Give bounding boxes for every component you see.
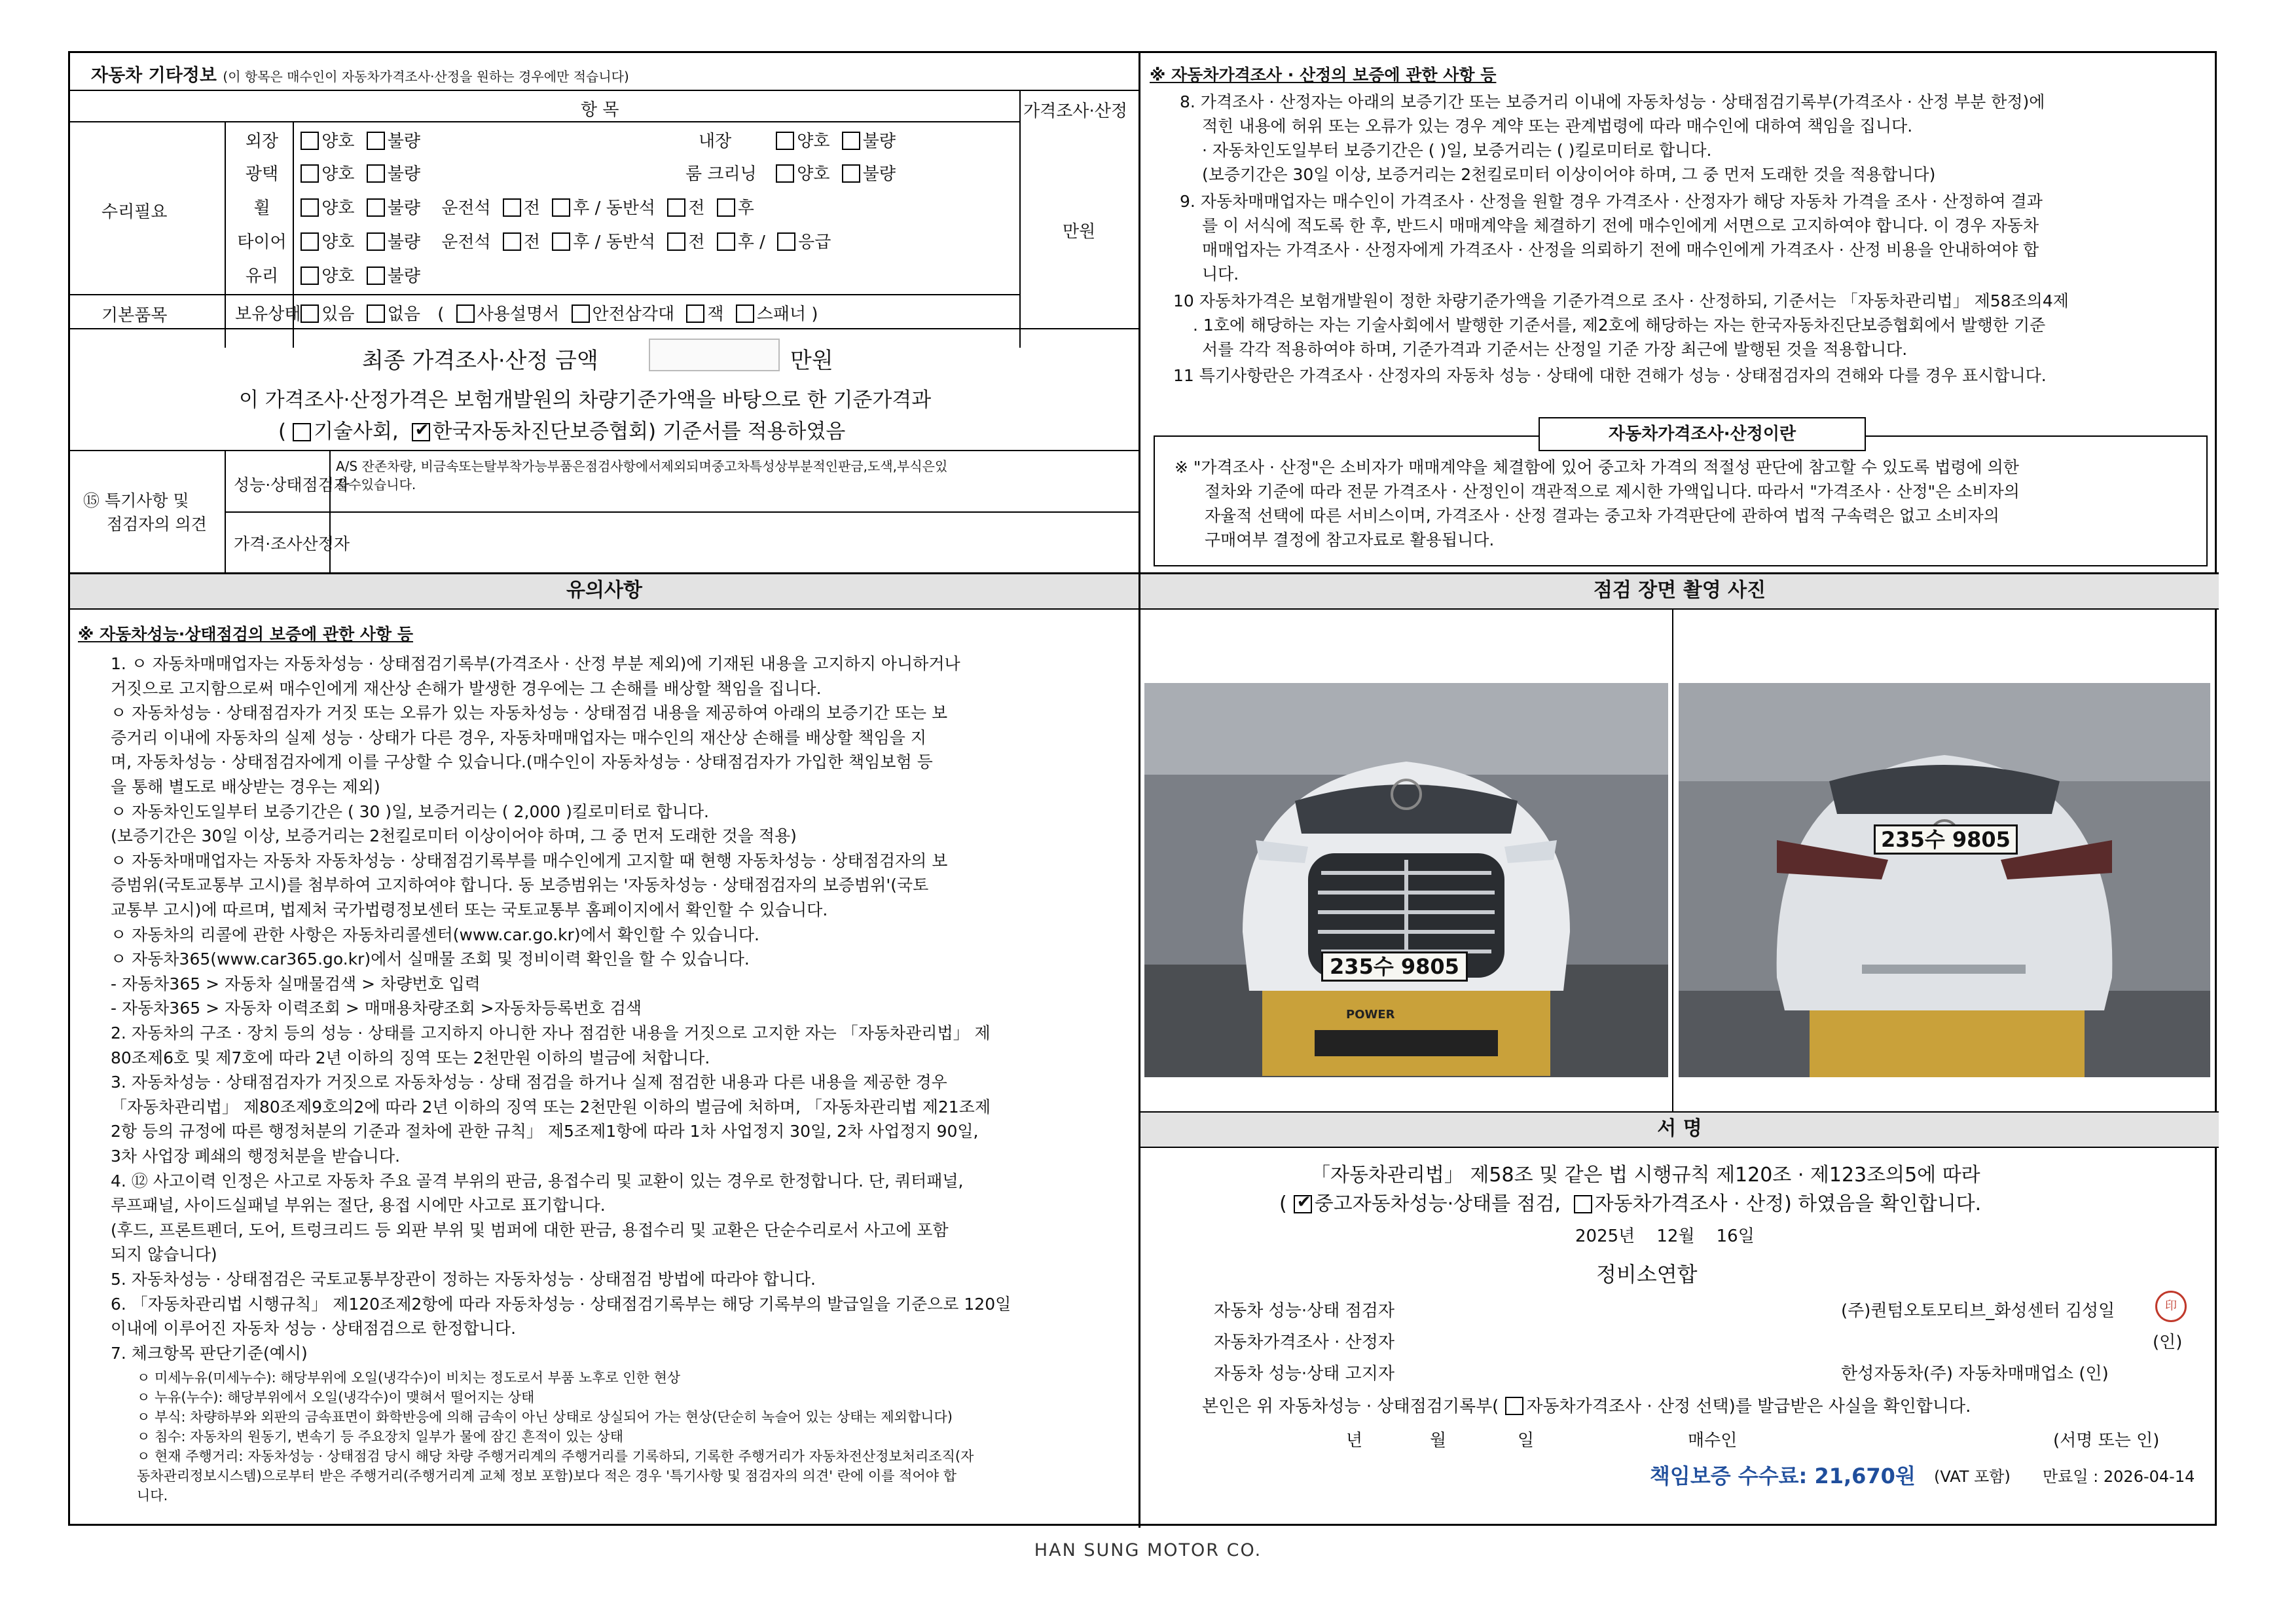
buyer-date-y: 년 xyxy=(1346,1431,1363,1450)
rear-license-plate: 235수 9805 xyxy=(1874,824,2018,855)
guarantee-p9-3: 매매업자는 가격조사 · 산정자에게 가격조사 · 산정을 의뢰하기 전에 매수인에게 가격조사 · 산정 비용을 안내하여야 합 xyxy=(1202,240,2039,259)
wheel-driver-front-checkbox[interactable] xyxy=(503,198,521,217)
basis-tech-checkbox[interactable] xyxy=(293,423,311,441)
guarantee-p10-3: 서를 각각 적용하여야 하며, 기준가격과 기준서는 산정일 기준 가장 최근에 발행된 것을 적용합니다. xyxy=(1202,340,1908,359)
criteria-line: 동차관리정보시스템)으로부터 받은 주행거리(주행거리계 교체 정보 포함)보다 적은 경우 '특기사항 및 점검자의 의견' 란에 이를 적어야 합 xyxy=(137,1468,957,1485)
notes-line: ㅇ 자동차매매업자는 자동차 자동차성능 · 상태점검기록부를 매수인에게 고지할 때 현행 자동차성능 · 상태점검자의 보 xyxy=(111,851,948,870)
owned-no-checkbox[interactable] xyxy=(367,304,385,323)
notes-line: 6. 「자동차관리법 시행규칙」 제120조제2항에 따라 자동차성능 · 상태점검기록부는 해당 기록부의 발급일을 기준으로 120일 xyxy=(111,1294,1011,1314)
guarantee-p9-2: 를 이 서식에 적도록 한 후, 반드시 매매계약을 체결하기 전에 매수인에게 서면으로 고지하여야 합니다. 이 경우 자동차 xyxy=(1202,216,2039,235)
notes-subtitle: ※ 자동차성능·상태점검의 보증에 관한 사항 등 xyxy=(78,625,414,644)
final-price-label: 최종 가격조사·산정 금액 xyxy=(362,348,598,374)
notes-line: ㅇ 자동차성능 · 상태점검자가 거짓 또는 오류가 있는 자동차성능 · 상태점검 내용을 제공하여 아래의 보증기간 또는 보 xyxy=(111,703,948,723)
notes-line: 4. ⑫ 사고이력 인정은 사고로 자동차 주요 골격 부위의 판금, 용접수리 및 교환이 있는 경우로 한정합니다. 단, 쿼터패널, xyxy=(111,1171,964,1190)
tire-driver-rear-checkbox[interactable] xyxy=(552,232,570,251)
row-glass: 유리 양호 불량 xyxy=(245,267,420,286)
notes-line: 며, 자동차성능 · 상태점검자에게 이를 구상할 수 있습니다.(매수인이 자동차성능 · 상태점검자가 가입한 책임보험 등 xyxy=(111,752,933,772)
appraisal-box-line-4: 구매여부 결정에 참고자료로 활용됩니다. xyxy=(1205,530,1495,549)
interior-bad-checkbox[interactable] xyxy=(842,132,860,150)
price-col-header: 가격조사·산정 xyxy=(1023,101,1127,121)
row-wheel: 휠 양호 불량 운전석 전 후 / 동반석 전 후 xyxy=(253,198,754,218)
notes-line: (보증기간은 30일 이상, 보증거리는 2천킬로미터 이상이어야 하며, 그 중 먼저 도래한 것을 적용) xyxy=(111,826,797,846)
inspector-label: 성능·상태점검자 xyxy=(234,475,350,494)
price-guarantee-title: ※ 자동차가격조사 · 산정의 보증에 관한 사항 등 xyxy=(1150,65,1497,84)
notes-line: 3. 자동차성능 · 상태점검자가 거짓으로 자동차성능 · 상태 점검을 하거나 실제 점검한 내용과 다른 내용을 제공한 경우 xyxy=(111,1073,947,1092)
basis-line-1: 이 가격조사·산정가격은 보험개발원의 차량기준가액을 바탕으로 한 기준가격과 xyxy=(239,388,932,412)
appraisal-box-line-1: ※ "가격조사 · 산정"은 소비자가 매매계약을 체결함에 있어 중고차 가격의 적절성 판단에 참고할 수 있도록 법령에 의한 xyxy=(1175,458,2019,477)
wheel-bad-checkbox[interactable] xyxy=(367,198,385,217)
inspector-name: (주)퀀텀오토모티브_화성센터 김성일 xyxy=(1841,1301,2115,1321)
buyer-sign-mark: (서명 또는 인) xyxy=(2053,1431,2160,1450)
front-car-illustration xyxy=(1144,683,1668,1077)
notes-line: 2. 자동차의 구조 · 장치 등의 성능 · 상태를 고지하지 아니한 자나 점검한 내용을 거짓으로 고지한 자는 「자동차관리법」 제 xyxy=(111,1024,991,1043)
tire-emergency-checkbox[interactable] xyxy=(777,232,795,251)
footer-company: HAN SUNG MOTOR CO. xyxy=(1034,1540,1262,1560)
wheel-passenger-rear-checkbox[interactable] xyxy=(717,198,735,217)
row-owned: 보유상태 있음 없음 ( 사용설명서 안전삼각대 잭 스패너 ) xyxy=(235,304,818,324)
appraiser-role-label: 자동차가격조사 · 산정자 xyxy=(1214,1333,1394,1352)
basic-items-label: 기본품목 xyxy=(101,306,168,325)
criteria-line: ㅇ 부식: 차량하부와 외판의 금속표면이 화학반응에 의해 금속이 아닌 상태로 상실되어 가는 현상(단순히 녹슬어 있는 상태는 제외합니다) xyxy=(137,1409,953,1426)
price-unit: 만원 xyxy=(1063,222,1096,242)
guarantee-fee-vat: (VAT 포함) xyxy=(1934,1467,2011,1486)
remarks-label-2: 점검자의 의견 xyxy=(107,515,207,534)
buyer-date-m: 월 xyxy=(1430,1431,1447,1450)
buyer-date-d: 일 xyxy=(1518,1431,1535,1450)
notes-line: 되지 않습니다) xyxy=(111,1245,217,1264)
row-interior: 내장 양호 불량 xyxy=(699,132,896,151)
exterior-good-checkbox[interactable] xyxy=(301,132,319,150)
dyno-label: POWER xyxy=(1346,1008,1395,1022)
signature-law-line: 「자동차관리법」 제58조 및 같은 법 시행규칙 제120조 · 제123조의5에 따라 xyxy=(1311,1164,1980,1187)
remarks-label-1: ⑮ 특기사항 및 xyxy=(83,491,189,510)
wheel-good-checkbox[interactable] xyxy=(301,198,319,217)
signature-date: 2025년 12월 16일 xyxy=(1575,1227,1755,1246)
notes-line: (후드, 프론트펜더, 도어, 트렁크리드 등 외판 부위 및 범퍼에 대한 판금, 용접수리 및 교환은 단순수리로서 사고에 포함 xyxy=(111,1220,949,1240)
notes-line: 을 통해 별도로 배상받는 경우는 제외) xyxy=(111,777,380,796)
notes-line: - 자동차365 > 자동차 이력조회 > 매매용차량조회 >자동차등록번호 검색 xyxy=(111,999,642,1018)
buyer-confirm-line: 본인은 위 자동차성능 · 상태점검기록부( 자동차가격조사 · 산정 선택)를 발급받은 사실을 확인합니다. xyxy=(1202,1397,1971,1416)
notes-line: 루프패널, 사이드실패널 부위는 절단, 용접 시에만 사고로 표기합니다. xyxy=(111,1196,606,1215)
rear-car-illustration xyxy=(1679,683,2210,1077)
notes-line: 거짓으로 고지함으로써 매수인에게 재산상 손해가 발생한 경우에는 그 손해를 배상할 책임을 집니다. xyxy=(111,678,822,698)
inspector-opinion-line-1: A/S 잔존차량, 비금속또는탈부착가능부품은점검사항에서제외되며중고차특성상부분적인판금,도색,부식은있 xyxy=(336,458,948,474)
glass-bad-checkbox[interactable] xyxy=(367,267,385,285)
other-info-section xyxy=(70,53,1139,572)
rear-photo xyxy=(1679,683,2210,1077)
notes-line: ㅇ 자동차365(www.car365.go.kr)에서 실매물 조회 및 정비이력 확인을 할 수 있습니다. xyxy=(111,950,750,969)
guarantee-expiry: 만료일 : 2026-04-14 xyxy=(2043,1467,2195,1486)
glass-good-checkbox[interactable] xyxy=(301,267,319,285)
owned-yes-checkbox[interactable] xyxy=(301,304,319,323)
notifier-name: 한성자동차(주) 자동차매매업소 (인) xyxy=(1841,1364,2109,1384)
notes-section xyxy=(70,574,1139,1528)
tire-bad-checkbox[interactable] xyxy=(367,232,385,251)
row-roomclean: 룸 크리닝 양호 불량 xyxy=(685,164,896,184)
notes-line: 80조제6호 및 제7호에 따라 2년 이하의 징역 또는 2천만원 이하의 벌금에 처합니다. xyxy=(111,1048,710,1067)
appraisal-box-line-3: 자율적 선택에 따른 서비스이며, 가격조사 · 산정 결과는 중고차 가격판단에 관하여 법적 구속력은 없고 소비자의 xyxy=(1205,506,1999,525)
interior-good-checkbox[interactable] xyxy=(776,132,794,150)
inspector-opinion-line-2: 을수있습니다. xyxy=(336,477,416,492)
criteria-line: 니다. xyxy=(137,1488,168,1504)
appraisal-box-line-2: 절차와 기준에 따라 전문 가격조사 · 산정인이 객관적으로 제시한 가액입니다. 따라서 "가격조사 · 산정"은 소비자의 xyxy=(1205,482,2020,501)
notes-line: 2항 등의 규정에 따른 행정처분의 기준과 절차에 관한 규칙」 제5조제1항에 따라 1차 사업정지 30일, 2차 사업정지 90일, xyxy=(111,1122,979,1141)
criteria-line: ㅇ 누유(누수): 해당부위에서 오일(냉각수)이 맺혀서 떨어지는 상태 xyxy=(137,1390,535,1406)
criteria-line: ㅇ 침수: 자동차의 원동기, 변속기 등 주요장치 일부가 물에 잠긴 흔적이 있는 상태 xyxy=(137,1429,624,1445)
tire-passenger-rear-checkbox[interactable] xyxy=(717,232,735,251)
manual-checkbox[interactable] xyxy=(456,304,475,323)
wheel-driver-rear-checkbox[interactable] xyxy=(552,198,570,217)
notes-line: ㅇ 자동차인도일부터 보증기간은 ( 30 )일, 보증거리는 ( 2,000 )킬로미터로 합니다. xyxy=(111,802,709,821)
repair-needed-label: 수리필요 xyxy=(101,202,168,222)
price-guarantee-section xyxy=(1140,53,2219,572)
guarantee-p8-3: · 자동차인도일부터 보증기간은 ( )일, 보증거리는 ( )킬로미터로 합니다. xyxy=(1202,141,1712,160)
price-appraisal-checkbox[interactable] xyxy=(1574,1195,1592,1213)
guarantee-p8-1: 8. 가격조사 · 산정자는 아래의 보증기간 또는 보증거리 이내에 자동차성능 · 상태점검기록부(가격조사 · 산정 부분 한정)에 xyxy=(1180,92,2045,111)
photo-section xyxy=(1140,574,2219,1111)
signature-org: 정비소연합 xyxy=(1596,1262,1698,1287)
signature-section xyxy=(1140,1113,2219,1528)
gloss-good-checkbox[interactable] xyxy=(301,164,319,183)
basis-kaa-checkbox[interactable] xyxy=(412,423,430,441)
notes-line: ㅇ 자동차의 리콜에 관한 사항은 자동차리콜센터(www.car.go.kr)에서 확인할 수 있습니다. xyxy=(111,925,759,944)
inspection-record-sheet xyxy=(68,51,2217,1526)
criteria-line: ㅇ 현재 주행거리: 자동차성능 · 상태점검 당시 해당 차량 주행거리계의 주행거리를 기록하되, 기록한 주행거리가 자동차전산정보처리조직(자 xyxy=(137,1449,974,1465)
roomclean-bad-checkbox[interactable] xyxy=(842,164,860,183)
notes-line: - 자동차365 > 자동차 실매물검색 > 차량번호 입력 xyxy=(111,974,481,993)
notes-line: 교통부 고시)에 따르며, 법제처 국가법령정보센터 또는 국토교통부 홈페이지에서 확인할 수 있습니다. xyxy=(111,900,828,919)
spanner-checkbox[interactable] xyxy=(736,304,754,323)
price-appraisal-box-title: 자동차가격조사·산정이란 xyxy=(1539,417,1866,451)
buyer-appraisal-checkbox[interactable] xyxy=(1505,1397,1523,1415)
guarantee-p8-4: (보증기간은 30일 이상, 보증거리는 2천킬로미터 이상이어야 하며, 그 중 먼저 도래한 것을 적용합니다) xyxy=(1202,165,1936,184)
tire-good-checkbox[interactable] xyxy=(301,232,319,251)
wheel-passenger-front-checkbox[interactable] xyxy=(667,198,685,217)
appraiser-seal-mark: (인) xyxy=(2153,1333,2183,1352)
notes-line: 7. 체크항목 판단기준(예시) xyxy=(111,1343,308,1363)
row-exterior: 외장 양호 불량 xyxy=(245,132,420,151)
guarantee-fee: 책임보증 수수료: 21,670원 xyxy=(1650,1464,1916,1488)
notes-line: 증범위(국토교통부 고시)를 첨부하여 고지하여야 합니다. 동 보증범위는 '자동차성능 · 상태점검자의 보증범위'(국토 xyxy=(111,876,929,895)
inspector-role-label: 자동차 성능·상태 점검자 xyxy=(1214,1301,1394,1321)
front-photo xyxy=(1144,683,1668,1077)
notes-header: 유의사항 xyxy=(70,574,1139,610)
notes-line: 3차 사업장 폐쇄의 행정처분을 받습니다. xyxy=(111,1147,401,1166)
notes-line: 1. ㅇ 자동차매매업자는 자동차성능 · 상태점검기록부(가격조사 · 산정 부분 제외)에 기재된 내용을 고지하지 아니하거나 xyxy=(111,654,960,673)
roomclean-good-checkbox[interactable] xyxy=(776,164,794,183)
notifier-role-label: 자동차 성능·상태 고지자 xyxy=(1214,1364,1394,1384)
appraiser-label: 가격·조사산정자 xyxy=(234,534,350,553)
exterior-bad-checkbox[interactable] xyxy=(367,132,385,150)
tire-driver-front-checkbox[interactable] xyxy=(503,232,521,251)
signature-confirm-line: (✔ 중고자동차성능·상태를 점검, 자동차가격조사 · 산정) 하였음을 확인합니다. xyxy=(1279,1187,1981,1216)
notes-line: 「자동차관리법」 제80조제9호의2에 따라 2년 이하의 징역 또는 2천만원 이하의 벌금에 처하며, 「자동차관리법 제21조제 xyxy=(111,1097,991,1116)
criteria-line: ㅇ 미세누유(미세누수): 해당부위에 오일(냉각수)이 비치는 정도로서 부품 노후로 인한 현상 xyxy=(137,1370,681,1386)
other-info-title: 자동차 기타정보 (이 항목은 매수인이 자동차가격조사·산정을 원하는 경우에만 적습니다) xyxy=(91,65,629,86)
guarantee-p9-4: 니다. xyxy=(1202,265,1239,284)
notes-line: 5. 자동차성능 · 상태점검은 국토교통부장관이 정하는 자동차성능 · 상태점검 방법에 따라야 합니다. xyxy=(111,1270,816,1289)
tire-passenger-front-checkbox[interactable] xyxy=(667,232,685,251)
guarantee-p10-2: . 1호에 해당하는 자는 기술사회에서 발행한 기준서를, 제2호에 해당하는 자는 한국자동차진단보증협회에서 발행한 기준 xyxy=(1193,316,2046,335)
buyer-label: 매수인 xyxy=(1688,1431,1738,1450)
notes-line: 이내에 이루어진 자동차 성능 · 상태점검으로 한정합니다. xyxy=(111,1319,517,1338)
basis-line-2: ( 기술사회, ✔ 한국자동차진단보증협회) 기준서를 적용하였음 xyxy=(278,415,845,444)
notes-line: 증거리 이내에 자동차의 실제 성능 · 상태가 다른 경우, 자동차매매업자는 매수인의 재산상 손해를 배상할 책임을 지 xyxy=(111,728,926,747)
used-car-check-checkbox[interactable] xyxy=(1294,1195,1312,1213)
guarantee-p11: 11 특기사항란은 가격조사 · 산정자의 자동차 성능 · 상태에 대한 견해가 성능 · 상태점검자의 견해와 다를 경우 표시합니다. xyxy=(1173,366,2047,385)
guarantee-p10-1: 10 자동차가격은 보험개발원이 정한 차량기준가액을 기준가격으로 조사 · 산정하되, 기준서는 「자동차관리법」 제58조의4제 xyxy=(1173,291,2069,310)
jack-checkbox[interactable] xyxy=(686,304,704,323)
gloss-bad-checkbox[interactable] xyxy=(367,164,385,183)
guarantee-p8-2: 적힌 내용에 허위 또는 오류가 있는 경우 계약 또는 관계법령에 따라 매수인에 대하여 책임을 집니다. xyxy=(1202,117,1913,136)
row-gloss: 광택 양호 불량 xyxy=(245,164,420,184)
photo-header: 점검 장면 촬영 사진 xyxy=(1140,574,2219,610)
final-price-unit: 만원 xyxy=(790,348,833,374)
row-tire: 타이어 양호 불량 운전석 전 후 / 동반석 전 후 / 응급 xyxy=(237,232,831,252)
final-price-input[interactable] xyxy=(649,339,780,371)
guarantee-p9-1: 9. 자동차매매업자는 매수인이 가격조사 · 산정을 원할 경우 가격조사 · 산정자가 해당 자동차 가격을 조사 · 산정하여 결과 xyxy=(1180,192,2043,211)
signature-header: 서 명 xyxy=(1140,1113,2219,1148)
item-header: 항 목 xyxy=(581,100,619,120)
inspector-seal: 印 xyxy=(2155,1291,2187,1322)
triangle-checkbox[interactable] xyxy=(572,304,590,323)
front-license-plate: 235수 9805 xyxy=(1321,951,1468,982)
